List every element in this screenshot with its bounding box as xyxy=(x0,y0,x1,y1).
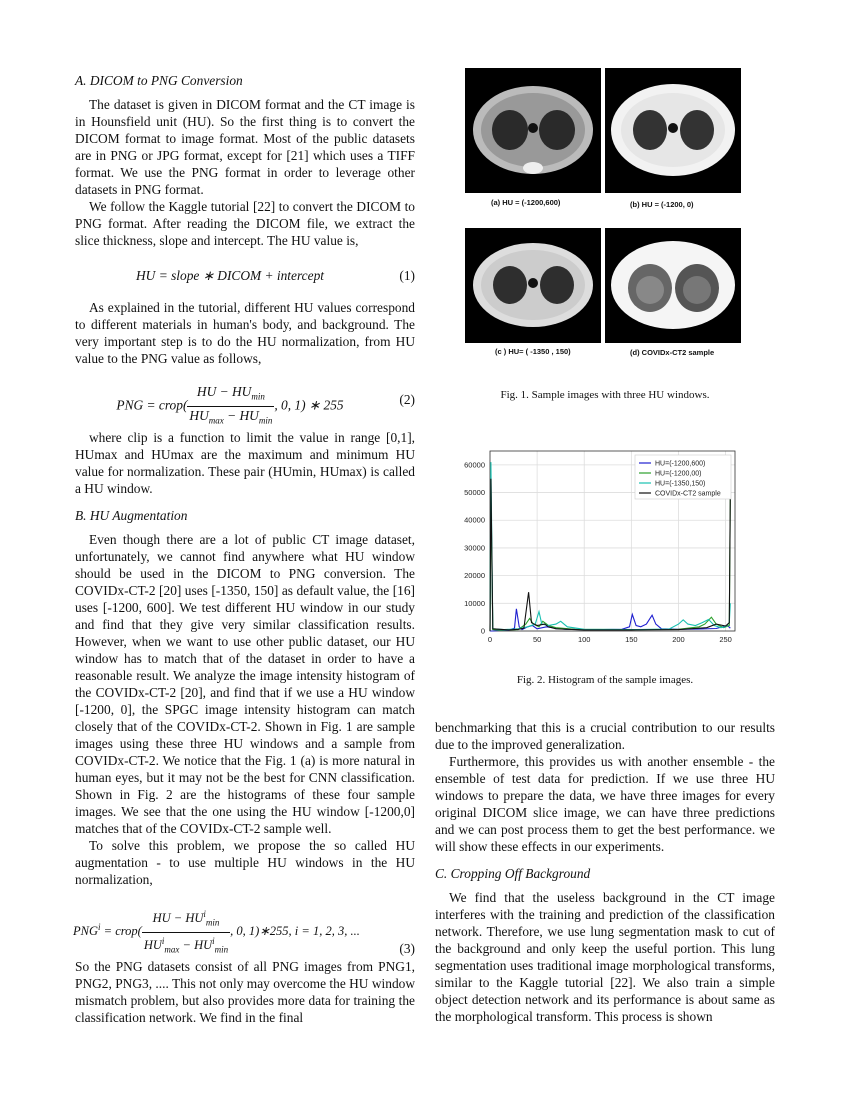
legend-label-2: HU=(-1350,150) xyxy=(655,480,706,488)
series-line-3 xyxy=(490,479,730,631)
legend-label-1: HU=(-1200,00) xyxy=(655,470,702,478)
figure-2-caption: Fig. 2. Histogram of the sample images. xyxy=(516,674,694,686)
ct-image-b xyxy=(605,68,741,193)
section-a-heading: A. DICOM to PNG Conversion xyxy=(75,73,243,88)
histogram-chart xyxy=(450,446,745,651)
equation-3 xyxy=(75,888,415,958)
x-tick-label: 200 xyxy=(672,635,685,644)
x-tick-label: 250 xyxy=(719,635,732,644)
section-b-paragraph-2: To solve this problem, we propose the so called HU augmentation - to use multiple HU windows in the HU normalization, xyxy=(75,838,415,887)
equation-3-body: $PNG^i$ = crop( $\frac{HU - HU^i_{min}}{HU^i_{max} - HU^i_{min}}$ , 0, 1)∗255, i = 1, 2, 3, ... xyxy=(73,906,415,958)
ct-image-a xyxy=(465,68,601,193)
ct-image-d xyxy=(605,228,741,343)
y-tick-label: 40000 xyxy=(464,515,485,525)
equation-3-number: (3) xyxy=(399,941,415,956)
y-tick-label: 30000 xyxy=(464,543,485,553)
y-tick-label: 10000 xyxy=(464,598,485,608)
section-a-paragraph-3: As explained in the tutorial, different HU values correspond to different materials in human's body, and background. The very important step is to do the HU normalization, from HU value to the PNG value as follows, xyxy=(75,300,415,366)
equation-1-body: HU = slope ∗ DICOM + intercept xyxy=(136,268,324,283)
legend-label-0: HU=(-1200,600) xyxy=(655,460,706,468)
right-paragraph-1: benchmarking that this is a crucial contribution to our results due to the improved generalization. xyxy=(435,720,775,752)
section-b-paragraph-1: Even though there are a lot of public CT image dataset, unfortunately, we cannot find anywhere what HU window should be used in the DICOM to PNG conversion. The COVIDx-CT-2 [20] uses [-1350, 150] as default value, the [16] uses [-1200, 600]. We test different HU window in our study and find that they give very similar classification results. However, when we want to use other public dataset, our HU window has to match that of the dataset in order to have a reasonable result. We analyze the image intensity histogram of the COVIDx-CT-2 [20], and find that if we use a HU window [-1200, 0], the SPGC image intensity histogram can match closely that of the COVIDx-CT-2. Shown in Fig. 1 are sample images using these three HU windows and a sample from COVIDx-CT-2. We notice that the Fig. 1 (a) is more natural in human eyes, but it may not be the best for CNN classification. Shown in Fig. 2 are the histograms of these four sample images. We see that the one using the HU window [-1200,0] matches that of the COVIDx-CT-2 sample well. xyxy=(75,532,415,836)
equation-2 xyxy=(75,367,415,429)
x-tick-label: 0 xyxy=(487,635,493,644)
x-tick-label: 100 xyxy=(577,635,591,644)
right-paragraph-2: Furthermore, this provides us with another ensemble - the ensemble of test data for prediction. If we use three HU windows to prepare the data, we have three images for every original DICOM slice image, we can have three predictions and we can post process them to get the best performance. we will show these effects in our experiments. xyxy=(435,754,775,854)
right-column xyxy=(435,719,775,1025)
figure-1-label-b: (b) HU = (-1200, 0) xyxy=(630,200,694,209)
section-a-paragraph-1: The dataset is given in DICOM format and the CT image is in Hounsfield unit (HU). So the first thing is to convert the DICOM format to image format. Most of the public datasets are in PNG or JPG format, except for [21] which uses a TIFF format. We use the PNG format in order to leverage other datasets in PNG format. xyxy=(75,97,415,197)
figure-1 xyxy=(465,68,745,358)
equation-2-number: (2) xyxy=(399,392,415,407)
section-b-paragraph-3: So the PNG datasets consist of all PNG images from PNG1, PNG2, PNG3, .... This not only may overcome the HU window mismatch problem, but also provides more data for training the classification network. We find in the final xyxy=(75,959,415,1025)
legend-label-3: COVIDx-CT2 sample xyxy=(655,490,721,498)
section-c-heading: C. Cropping Off Background xyxy=(435,866,591,881)
figure-1-caption: Fig. 1. Sample images with three HU windows. xyxy=(500,389,710,401)
equation-1-number: (1) xyxy=(399,268,415,283)
figure-1-label-a: (a) HU = (-1200,600) xyxy=(491,198,561,207)
x-tick-label: 150 xyxy=(625,635,638,644)
section-a-paragraph-4: where clip is a function to limit the value in range [0,1], HUmax and HUmax are the maximum and minimum HU value for normalization. These pair (HUmin, HUmax) is called a HU window. xyxy=(75,430,415,496)
y-tick-label: 60000 xyxy=(464,460,485,470)
section-a-paragraph-2: We follow the Kaggle tutorial [22] to convert the DICOM to PNG format. After reading the DICOM file, we extract the slice thickness, slope and intercept. The HU value is, xyxy=(75,199,415,248)
ct-image-c xyxy=(465,228,601,343)
y-tick-label: 0 xyxy=(480,626,485,636)
equation-1 xyxy=(75,249,415,291)
x-tick-label: 50 xyxy=(532,635,542,644)
equation-2-body: PNG = crop( $\frac{HU - HU_{min}}{HU_{max} - HU_{min}}$ , 0, 1) ∗ 255 xyxy=(116,384,344,426)
left-column xyxy=(75,72,415,1026)
right-paragraph-3: We find that the useless background in the CT image interferes with the training and prediction of the classification network. Therefore, we use lung segmentation mask to cut of the background and only keep the useful portion. This lung segmentation uses traditional image morphological transforms, similar to the Kaggle tutorial [22]. We also train a simple object detection network and its performance is about same as the morphological transform. This process is shown xyxy=(435,890,775,1024)
figure-1-label-c: (c ) HU= ( -1350 , 150) xyxy=(495,347,571,356)
y-tick-label: 20000 xyxy=(464,571,485,581)
figure-1-label-d: (d) COVIDx-CT2 sample xyxy=(630,348,715,357)
section-b-heading: B. HU Augmentation xyxy=(75,508,188,523)
y-tick-label: 50000 xyxy=(464,488,485,498)
figure-1-images xyxy=(465,68,745,358)
